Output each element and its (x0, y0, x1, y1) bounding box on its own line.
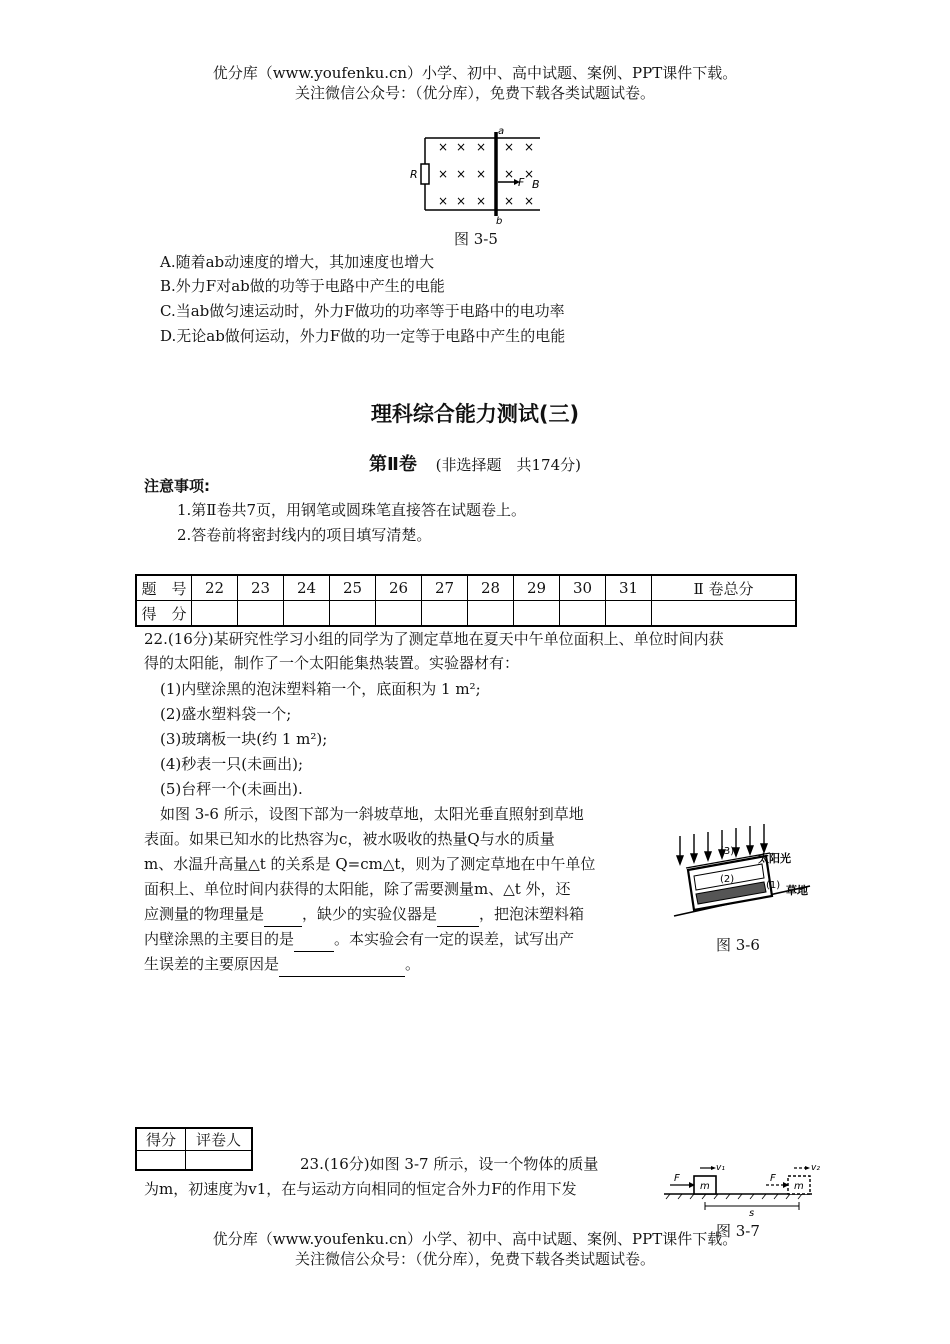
option-a: A.随着ab动速度的增大，其加速度也增大 (160, 253, 435, 271)
option-c: C.当ab做匀速运动时，外力F做功的功率等于电路中的电功率 (160, 302, 565, 320)
section-name: 第Ⅱ卷 (369, 454, 417, 475)
notice-heading: 注意事项: (144, 477, 210, 495)
label-F: F (518, 176, 525, 189)
q22-material-5: (5)台秤一个(未画出). (160, 780, 303, 798)
q22-line-1: 22.(16分)某研究性学习小组的同学为了测定草地在夏天中午单位面积上、单位时间内获 (144, 630, 724, 648)
label-F-end: F (770, 1173, 776, 1184)
svg-text:×: × (438, 167, 449, 181)
score-cell (330, 601, 376, 627)
label-sunlight: 太阳光 (758, 852, 791, 865)
svg-text:×: × (456, 194, 467, 208)
q23-line-2: 为m，初速度为v1，在与运动方向相同的恒定合外力F的作用下发 (144, 1180, 577, 1198)
col-total: Ⅱ 卷总分 (652, 575, 797, 601)
row-label-number: 题 号 (136, 575, 192, 601)
col-29: 29 (514, 575, 560, 601)
q22-para-5: 应测量的物理量是 ，缺少的实验仪器是 ，把泡沫塑料箱 (144, 902, 584, 927)
svg-text:×: × (504, 140, 515, 154)
q22-para-2: 表面。如果已知水的比热容为c，被水吸收的热量Q与水的质量 (144, 830, 555, 848)
grader-label: 评卷人 (186, 1128, 253, 1151)
score-cell (284, 601, 330, 627)
figure-3-5-caption: 图 3-5 (454, 230, 498, 248)
answer-blank-quantity[interactable] (264, 902, 302, 927)
label-m-start: m (700, 1181, 710, 1192)
grader-score-label: 得分 (136, 1128, 186, 1151)
svg-text:×: × (438, 140, 449, 154)
score-table-header-row (136, 575, 796, 601)
q22-para-4: 面积上、单位时间内获得的太阳能，除了需要测量m、△t 外，还 (144, 880, 571, 898)
label-m-end: m (794, 1181, 804, 1192)
score-cell (192, 601, 238, 627)
svg-text:×: × (524, 194, 535, 208)
header-line-2: 关注微信公众号：（优分库），免费下载各类试题试卷。 (294, 84, 655, 102)
header-line-1: 优分库（www.youfenku.cn）小学、初中、高中试题、案例、PPT课件下载。 (212, 64, 738, 82)
label-v1: v₁ (716, 1163, 725, 1173)
answer-blank-instrument[interactable] (437, 902, 479, 927)
label-v2: v₂ (811, 1163, 820, 1173)
label-s: s (749, 1208, 755, 1219)
q22-para-3: m、水温升高量△t 的关系是 Q=cm△t，则为了测定草地在中午单位 (144, 855, 596, 873)
svg-text:×: × (476, 167, 487, 181)
page-title: 理科综合能力测试(三) (370, 402, 580, 426)
section-subtitle (0, 450, 950, 476)
score-cell (238, 601, 284, 627)
resistor (421, 164, 429, 184)
col-28: 28 (468, 575, 514, 601)
answer-blank-purpose[interactable] (294, 927, 334, 952)
figure-3-5 (400, 124, 550, 224)
q22-material-2: (2)盛水塑料袋一个; (160, 705, 292, 723)
grader-score-cell (136, 1151, 186, 1171)
col-23: 23 (238, 575, 284, 601)
label-B: B (532, 178, 540, 191)
score-cell (376, 601, 422, 627)
section-note: (非选择题 共174分) (435, 456, 581, 474)
score-cell (468, 601, 514, 627)
svg-text:×: × (504, 167, 515, 181)
option-d: D.无论ab做何运动，外力F做的功一定等于电路中产生的电能 (160, 327, 566, 345)
field-markers (438, 140, 534, 208)
notice-item-2: 2.答卷前将密封线内的项目填写清楚。 (177, 526, 432, 544)
label-grass: 草地 (786, 884, 808, 897)
svg-text:×: × (524, 140, 535, 154)
svg-text:×: × (456, 167, 467, 181)
col-27: 27 (422, 575, 468, 601)
svg-text:×: × (456, 140, 467, 154)
option-b: B.外力F对ab做的功等于电路中产生的电能 (160, 277, 445, 295)
svg-text:×: × (476, 194, 487, 208)
q23-line-1: 23.(16分)如图 3-7 所示，设一个物体的质量 (300, 1155, 599, 1173)
label-1: (1) (766, 880, 781, 891)
figure-3-6 (660, 820, 820, 920)
label-3: (3) (720, 846, 735, 857)
label-b: b (496, 216, 503, 224)
q22-material-3: (3)玻璃板一块(约 1 m²); (160, 730, 328, 748)
svg-text:×: × (438, 194, 449, 208)
score-cell (514, 601, 560, 627)
q22-para-1: 如图 3-6 所示，设图下部为一斜坡草地，太阳光垂直照射到草地 (160, 805, 584, 823)
q22-para-7: 生误差的主要原因是 。 (144, 952, 420, 977)
col-26: 26 (376, 575, 422, 601)
q22-line-2: 得的太阳能，制作了一个太阳能集热装置。实验器材有： (144, 654, 520, 672)
score-table-score-row (136, 601, 796, 627)
label-R: R (410, 168, 418, 181)
col-25: 25 (330, 575, 376, 601)
svg-text:×: × (524, 167, 535, 181)
score-cell (560, 601, 606, 627)
label-F-start: F (674, 1173, 680, 1184)
label-2: (2) (720, 874, 735, 885)
q22-material-1: (1)内壁涂黑的泡沫塑料箱一个，底面积为 1 m²; (160, 680, 481, 698)
figure-3-7 (660, 1158, 820, 1224)
col-30: 30 (560, 575, 606, 601)
notice-item-1: 1.第Ⅱ卷共7页，用钢笔或圆珠笔直接答在试题卷上。 (177, 501, 527, 519)
footer-line-2: 关注微信公众号：（优分库），免费下载各类试题试卷。 (294, 1250, 655, 1268)
score-cell (606, 601, 652, 627)
score-table (135, 574, 797, 627)
figure-3-7-caption: 图 3-7 (716, 1222, 760, 1240)
q22-material-4: (4)秒表一只(未画出); (160, 755, 304, 773)
grader-table (135, 1127, 253, 1171)
score-cell (422, 601, 468, 627)
label-a: a (498, 126, 505, 137)
answer-blank-error[interactable] (279, 952, 405, 977)
col-31: 31 (606, 575, 652, 601)
q22-para-6: 内壁涂黑的主要目的是 。本实验会有一定的误差，试写出产 (144, 927, 574, 952)
figure-3-6-caption: 图 3-6 (716, 936, 760, 954)
footer-line-1: 优分库（www.youfenku.cn）小学、初中、高中试题、案例、PPT课件下载。 (212, 1230, 738, 1248)
grader-name-cell (186, 1151, 253, 1171)
svg-text:×: × (476, 140, 487, 154)
col-22: 22 (192, 575, 238, 601)
col-24: 24 (284, 575, 330, 601)
row-label-score: 得 分 (136, 601, 192, 627)
svg-text:×: × (504, 194, 515, 208)
score-cell-total (652, 601, 797, 627)
